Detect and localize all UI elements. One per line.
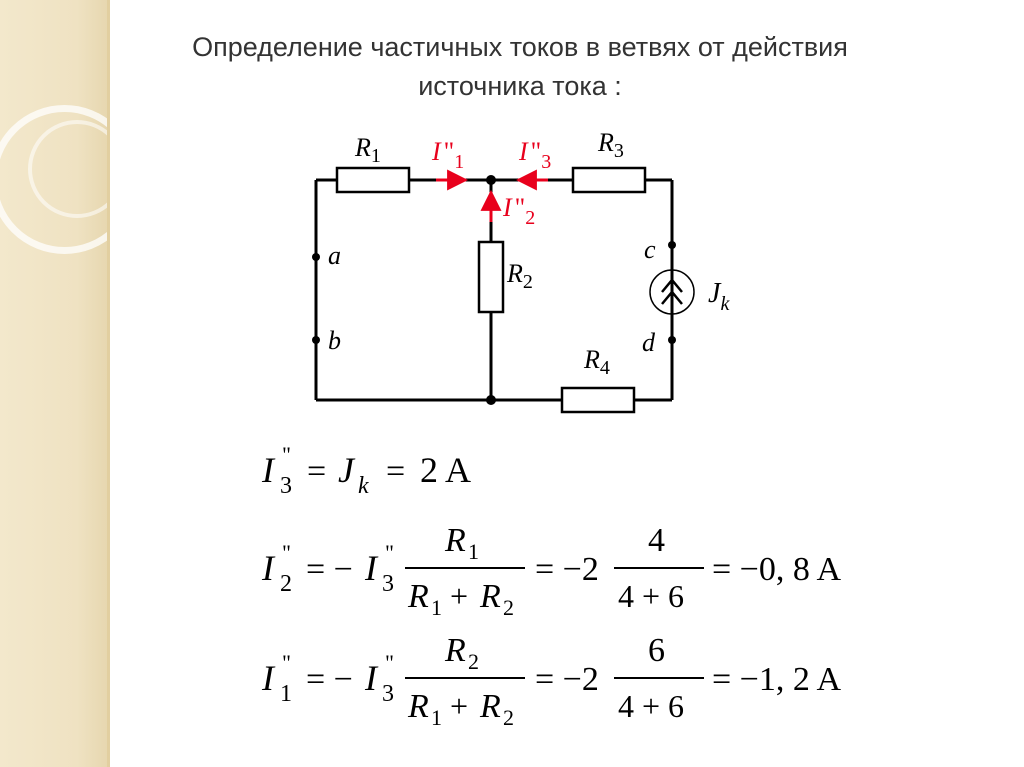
label-i3: I "$_3$ (519, 137, 552, 173)
svg-text:+: + (450, 578, 469, 614)
svg-text:I: I (262, 450, 274, 490)
svg-text:2: 2 (468, 649, 479, 674)
svg-text:1: 1 (431, 595, 442, 620)
junction-bottom (486, 395, 496, 405)
svg-text:3: 3 (382, 571, 394, 597)
label-node-b: b (328, 326, 341, 355)
svg-text:": " (385, 540, 394, 565)
label-r2: $R_2$ (507, 259, 533, 293)
terminal-c (668, 241, 676, 249)
equation-2 (261, 522, 841, 620)
svg-text:": " (282, 540, 291, 565)
svg-text:I: I (365, 548, 377, 588)
svg-text:1: 1 (468, 539, 479, 564)
label-r1: $R_1$ (355, 133, 381, 167)
junction-top (486, 175, 496, 185)
svg-text:R: R (408, 688, 429, 725)
svg-text:2 A: 2 A (420, 450, 472, 490)
svg-text:k: k (358, 473, 369, 499)
svg-text:R: R (480, 688, 501, 725)
svg-text:= −: = − (306, 551, 353, 588)
terminal-a (312, 253, 320, 261)
equation-3 (261, 632, 841, 730)
resistor-r1 (337, 168, 409, 192)
label-r3: $R_3$ (598, 128, 624, 162)
resistor-r3 (573, 168, 645, 192)
svg-text:I: I (365, 658, 377, 698)
label-node-d: d (642, 328, 655, 357)
terminal-b (312, 336, 320, 344)
svg-text:=: = (386, 453, 406, 490)
svg-text:3: 3 (382, 681, 394, 707)
svg-text:R: R (408, 578, 429, 615)
svg-text:R: R (445, 522, 466, 559)
svg-text:2: 2 (503, 595, 514, 620)
resistor-r4 (562, 388, 634, 412)
equation-1 (261, 442, 471, 499)
svg-text:=: = (307, 453, 327, 490)
svg-text:= −2: = −2 (535, 551, 599, 588)
label-i1: I "$_1$ (432, 137, 465, 173)
svg-text:4: 4 (648, 522, 665, 559)
label-source-jk: $J_k$ (708, 278, 730, 315)
svg-text:= −0, 8 A: = −0, 8 A (712, 551, 842, 588)
svg-text:": " (282, 442, 291, 467)
label-node-c: c (644, 235, 656, 264)
svg-text:1: 1 (431, 705, 442, 730)
svg-text:2: 2 (503, 705, 514, 730)
svg-text:= −1, 2 A: = −1, 2 A (712, 661, 842, 698)
label-i2: I "$_2$ (503, 193, 536, 229)
svg-text:3: 3 (280, 473, 292, 499)
svg-text:I: I (262, 658, 274, 698)
svg-text:I: I (262, 548, 274, 588)
svg-text:4 + 6: 4 + 6 (618, 688, 685, 724)
svg-text:R: R (445, 632, 466, 669)
label-node-a: a (328, 241, 341, 270)
svg-text:2: 2 (280, 571, 292, 597)
svg-text:4 + 6: 4 + 6 (618, 578, 685, 614)
svg-text:6: 6 (648, 632, 665, 669)
resistor-r2 (479, 242, 503, 312)
svg-text:R: R (480, 578, 501, 615)
svg-text:= −2: = −2 (535, 661, 599, 698)
slide-title-line2: источника тока : (418, 71, 622, 101)
svg-text:1: 1 (280, 681, 292, 707)
label-r4: $R_4$ (584, 345, 610, 379)
current-source-icon (650, 270, 694, 314)
svg-text:= −: = − (306, 661, 353, 698)
terminal-d (668, 336, 676, 344)
slide-title-line1: Определение частичных токов в ветвях от действия (192, 32, 848, 62)
svg-text:": " (385, 650, 394, 675)
svg-text:J: J (338, 450, 354, 490)
svg-text:+: + (450, 688, 469, 724)
svg-text:": " (282, 650, 291, 675)
